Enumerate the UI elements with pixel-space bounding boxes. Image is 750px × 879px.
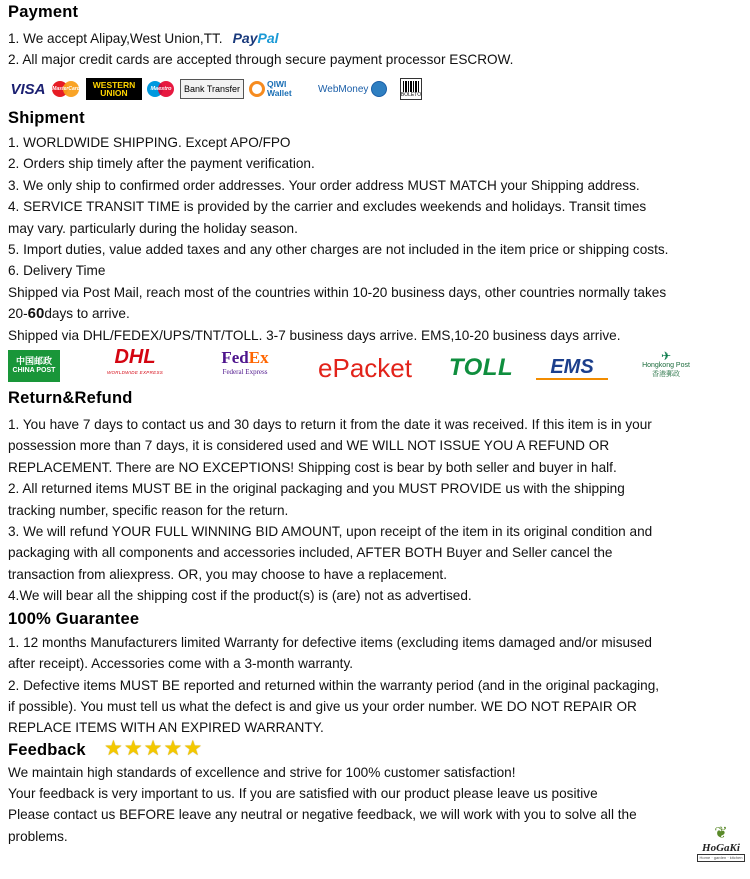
- qiwi-wallet-logo: QIWI Wallet: [249, 77, 315, 101]
- shipment-line: 5. Import duties, value added taxes and any other charges are not included in the item price or shipping costs.: [8, 242, 669, 257]
- epacket-logo: ePacket: [318, 352, 412, 383]
- shipment-line: 4. SERVICE TRANSIT TIME is provided by the carrier and excludes weekends and holidays. Transit times: [8, 199, 647, 214]
- brand-name: HoGaKi: [702, 842, 740, 854]
- bank-transfer-logo: Bank Transfer: [180, 79, 244, 99]
- refund-line: REPLACEMENT. There are NO EXCEPTIONS! Shipping cost is bear by both seller and buyer in half.: [8, 460, 617, 475]
- western-union-logo: WESTERN UNION: [86, 78, 142, 100]
- shipment-line: 2. Orders ship timely after the payment verification.: [8, 156, 315, 171]
- guarantee-line: after receipt). Accessories come with a 3-month warranty.: [8, 656, 354, 671]
- guarantee-line: REPLACE ITEMS WITH AN EXPIRED WARRANTY.: [8, 720, 324, 735]
- shipment-line: 1. WORLDWIDE SHIPPING. Except APO/FPO: [8, 135, 291, 150]
- hongkong-post-bird-icon: ✈: [660, 348, 672, 363]
- maestro-logo: Maestro: [145, 79, 177, 99]
- toll-logo: TOLL: [448, 354, 514, 381]
- guarantee-heading: 100% Guarantee: [8, 610, 140, 628]
- guarantee-line: if possible). You must tell us what the defect is and give us your order number. WE DO NOT REPAIR OR: [8, 699, 637, 714]
- boleto-logo: BOLETO: [400, 78, 422, 100]
- dhl-logo: DHL WORLDWIDE EXPRESS: [106, 346, 164, 375]
- fedex-logo: FedEx Federal Express: [221, 348, 269, 376]
- paypal-logo: PayPal: [232, 30, 279, 46]
- qiwi-ring-icon: [249, 81, 265, 97]
- mastercard-logo: MasterCard: [50, 79, 82, 99]
- star-icon: ★: [104, 737, 123, 760]
- shipment-dhl-line: Shipped via DHL/FEDEX/UPS/TNT/TOLL. 3-7 business days arrive. EMS,10-20 business days arrive.: [8, 328, 621, 343]
- star-icon: ★: [143, 737, 163, 760]
- refund-line: packaging with all components and accessories included, AFTER BOTH Buyer and Seller cancel the: [8, 545, 613, 560]
- refund-line: 3. We will refund YOUR FULL WINNING BID AMOUNT, upon receipt of the item in its original condition and: [8, 524, 653, 539]
- refund-line: 1. You have 7 days to contact us and 30 days to return it from the date it was received. If this item is in your: [8, 417, 652, 432]
- hogaki-logo: [695, 826, 747, 870]
- shipment-line: 3. We only ship to confirmed order addresses. Your order address MUST MATCH your Shipping address.: [8, 178, 640, 193]
- payment-line-1-text: 1. We accept Alipay,West Union,TT.: [8, 31, 223, 46]
- refund-line: 4.We will bear all the shipping cost if the product(s) is (are) not as advertised.: [8, 588, 472, 603]
- feedback-line: Your feedback is very important to us. If you are satisfied with our product please leave us positive: [8, 786, 598, 801]
- feedback-heading: Feedback: [8, 741, 86, 759]
- refund-line: tracking number, specific reason for the return.: [8, 503, 289, 518]
- china-post-logo: 中国邮政 CHINA POST: [8, 350, 60, 382]
- guarantee-line: 2. Defective items MUST BE reported and returned within the warranty period (and in the original packaging,: [8, 678, 660, 693]
- barcode-icon: [403, 81, 419, 92]
- guarantee-line: 1. 12 months Manufacturers limited Warranty for defective items (excluding items damaged and/or misused: [8, 635, 652, 650]
- refund-heading: Return&Refund: [8, 389, 133, 407]
- leaf-icon: ❦: [714, 825, 728, 842]
- webmoney-logo: WebMoney: [318, 79, 398, 99]
- shipment-heading: Shipment: [8, 109, 85, 127]
- refund-line: 2. All returned items MUST BE in the original packaging and you MUST PROVIDE us with the shipping: [8, 481, 625, 496]
- star-icon: ★: [183, 737, 203, 760]
- hongkong-post-logo: ✈ Hongkong Post 香港郵政: [642, 348, 690, 378]
- shipment-line: Shipped via Post Mail, reach most of the countries within 10-20 business days, other countries normally takes: [8, 285, 667, 300]
- shipment-arrive-line: 20-60days to arrive.: [8, 305, 130, 322]
- payment-line-2: 2. All major credit cards are accepted through secure payment processor ESCROW.: [8, 52, 514, 67]
- webmoney-globe-icon: [371, 81, 387, 97]
- refund-line: transaction from aliexpress. OR, you may choose to have a replacement.: [8, 567, 447, 582]
- star-icon: ★: [123, 737, 143, 760]
- feedback-line: We maintain high standards of excellence and strive for 100% customer satisfaction!: [8, 765, 516, 780]
- rating-stars: [104, 738, 202, 760]
- payment-line-1: [8, 30, 279, 46]
- feedback-line: Please contact us BEFORE leave any neutral or negative feedback, we will work with you to solve all the: [8, 807, 637, 822]
- brand-tagline: Home · garden · kitchen: [697, 854, 746, 862]
- delivery-60-days: 60: [27, 305, 45, 322]
- ems-logo: EMS: [536, 356, 608, 380]
- star-icon: ★: [163, 737, 183, 760]
- payment-heading: Payment: [8, 3, 79, 21]
- visa-logo: VISA: [10, 80, 46, 98]
- shipment-line: may vary. particularly during the holiday season.: [8, 221, 298, 236]
- shipment-line: 6. Delivery Time: [8, 263, 106, 278]
- feedback-line: problems.: [8, 829, 68, 844]
- refund-line: possession more than 7 days, it is considered used and WE WILL NOT ISSUE YOU A REFUND OR: [8, 438, 610, 453]
